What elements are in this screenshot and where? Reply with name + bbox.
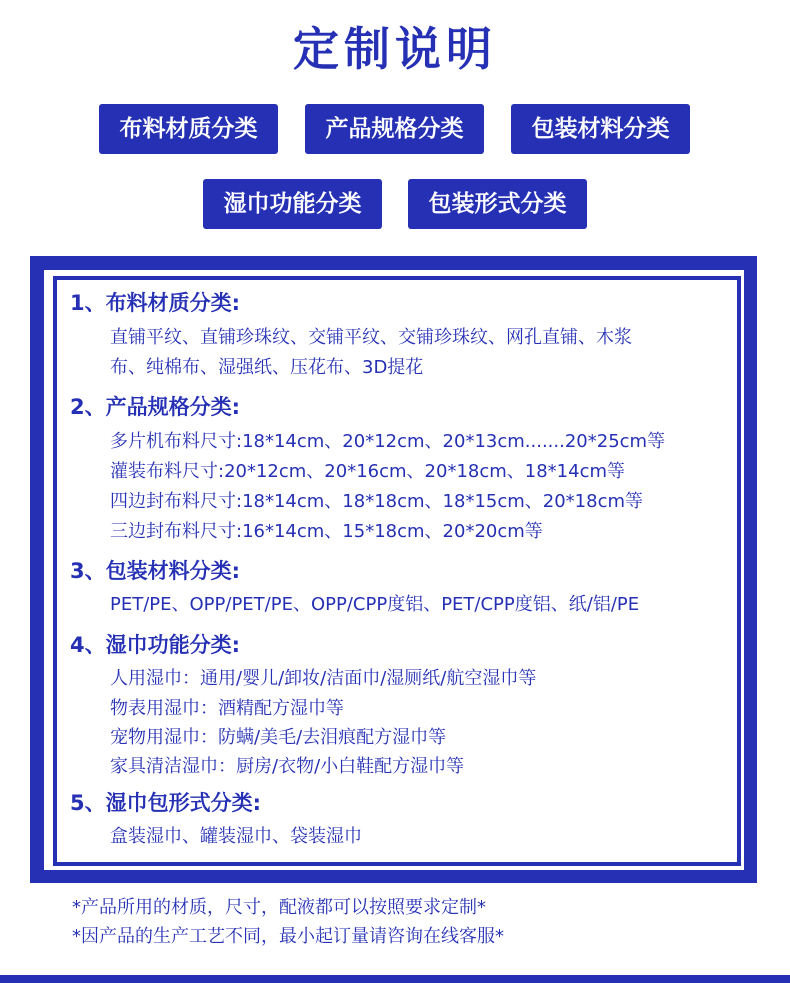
section-line: 直铺平纹、直铺珍珠纹、交铺平纹、交铺珍珠纹、网孔直铺、木浆 <box>110 327 632 348</box>
section-heading-packaging-material: 3、包装材料分类: <box>70 559 241 583</box>
tag-fabric-material: 布料材质分类 <box>99 104 278 154</box>
bottom-bar <box>0 975 790 983</box>
section-line: 家具清洁湿巾：厨房/衣物/小白鞋配方湿巾等 <box>110 756 465 777</box>
section-line: 三边封布料尺寸:16*14cm、15*18cm、20*20cm等 <box>110 521 543 542</box>
section-heading-spec: 2、产品规格分类: <box>70 395 241 419</box>
tag-product-spec: 产品规格分类 <box>305 104 484 154</box>
page-title: 定制说明 <box>293 22 497 76</box>
section-line: 四边封布料尺寸:18*14cm、18*18cm、18*15cm、20*18cm等 <box>110 491 644 512</box>
section-line: 多片机布料尺寸:18*14cm、20*12cm、20*13cm.......20*25cm等 <box>110 431 666 452</box>
section-line: 灌装布料尺寸:20*12cm、20*16cm、20*18cm、18*14cm等 <box>110 461 626 482</box>
section-heading-packaging-form: 5、湿巾包形式分类: <box>70 791 262 815</box>
footnote-customization: *产品所用的材质，尺寸，配液都可以按照要求定制* <box>72 897 486 918</box>
footnote-moq: *因产品的生产工艺不同，最小起订量请咨询在线客服* <box>72 926 504 947</box>
tag-packaging-form: 包装形式分类 <box>408 179 587 229</box>
section-heading-function: 4、湿巾功能分类: <box>70 633 241 657</box>
section-line: 盒装湿巾、罐装湿巾、袋装湿巾 <box>110 826 362 847</box>
section-line: PET/PE、OPP/PET/PE、OPP/CPP度铝、PET/CPP度铝、纸/铝/PE <box>110 594 640 615</box>
tag-packaging-material: 包装材料分类 <box>511 104 690 154</box>
section-line: 布、纯棉布、湿强纸、压花布、3D提花 <box>110 357 424 378</box>
section-line: 宠物用湿巾：防螨/美毛/去泪痕配方湿巾等 <box>110 727 447 748</box>
tag-wipe-function: 湿巾功能分类 <box>203 179 382 229</box>
section-line: 人用湿巾：通用/婴儿/卸妆/洁面巾/湿厕纸/航空湿巾等 <box>110 668 537 689</box>
section-heading-fabric: 1、布料材质分类: <box>70 291 241 315</box>
section-line: 物表用湿巾：酒精配方湿巾等 <box>110 698 344 719</box>
